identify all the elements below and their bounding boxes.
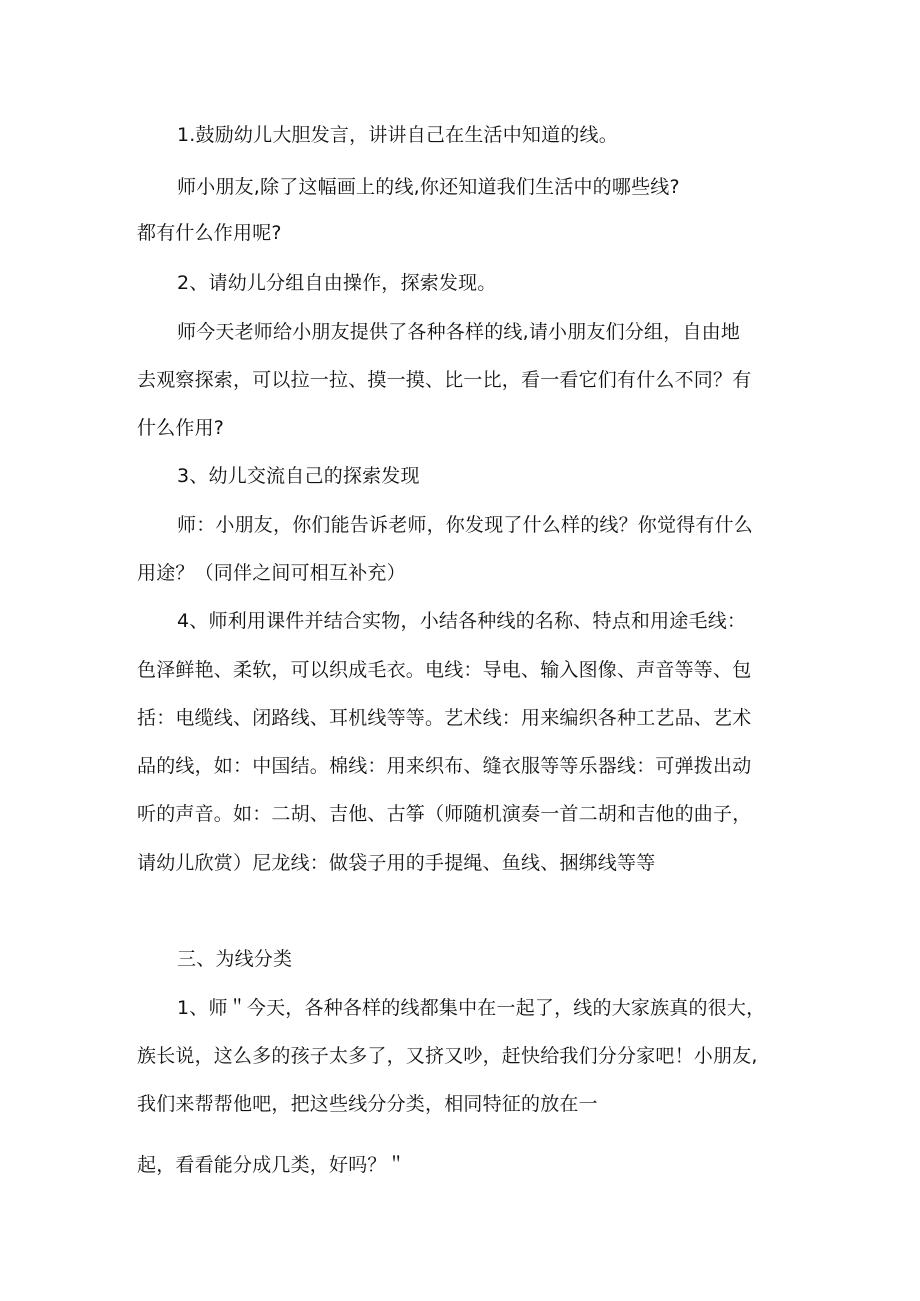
paragraph-line-2: 师小朋友,除了这幅画上的线,你还知道我们生活中的哪些线? <box>177 176 680 198</box>
paragraph-line-16: 请幼儿欣赏）尼龙线：做袋子用的手提绳、鱼线、捆绑线等等 <box>137 852 656 874</box>
paragraph-line-4: 2、请幼儿分组自由操作，探索发现。 <box>177 272 497 294</box>
paragraph-line-21: 起，看看能分成几类，好吗？＂ <box>137 1154 406 1176</box>
paragraph-line-10: 用途？（同伴之间可相互补充） <box>137 562 406 584</box>
paragraph-line-12: 色泽鲜艳、柔软，可以织成毛衣。电线：导电、输入图像、声音等等、包 <box>137 659 752 681</box>
paragraph-line-9: 师：小朋友，你们能告诉老师，你发现了什么样的线？你觉得有什么 <box>177 514 754 536</box>
section-heading: 三、为线分类 <box>177 948 293 970</box>
paragraph-line-18: 1、师＂今天，各种各样的线都集中在一起了，线的大家族真的很大， <box>177 997 766 1019</box>
paragraph-line-11: 4、师利用课件并结合实物，小结各种线的名称、特点和用途毛线： <box>177 610 747 632</box>
paragraph-line-1: 1.鼓励幼儿大胆发言，讲讲自己在生活中知道的线。 <box>177 124 618 146</box>
paragraph-line-7: 什么作用? <box>137 417 225 439</box>
paragraph-line-20: 我们来帮帮他吧，把这些线分分类，相同特征的放在一 <box>137 1093 598 1115</box>
paragraph-line-6: 去观察探索，可以拉一拉、摸一摸、比一比，看一看它们有什么不同？有 <box>137 369 752 391</box>
paragraph-line-19: 族长说，这么多的孩子太多了，又挤又吵，赶快给我们分分家吧！小朋友, <box>137 1045 758 1067</box>
paragraph-line-5: 师今天老师给小朋友提供了各种各样的线,请小朋友们分组，自由地 <box>177 321 741 343</box>
paragraph-line-3: 都有什么作用呢? <box>137 222 282 244</box>
paragraph-line-14: 品的线，如：中国结。棉线：用来织布、缝衣服等等乐器线：可弹拨出动 <box>137 755 752 777</box>
paragraph-line-13: 括：电缆线、闭路线、耳机线等等。艺术线：用来编织各种工艺品、艺术 <box>137 707 752 729</box>
paragraph-line-8: 3、幼儿交流自己的探索发现 <box>177 465 420 487</box>
paragraph-line-15: 听的声音。如：二胡、吉他、古筝（师随机演奏一首二胡和吉他的曲子， <box>137 803 752 825</box>
